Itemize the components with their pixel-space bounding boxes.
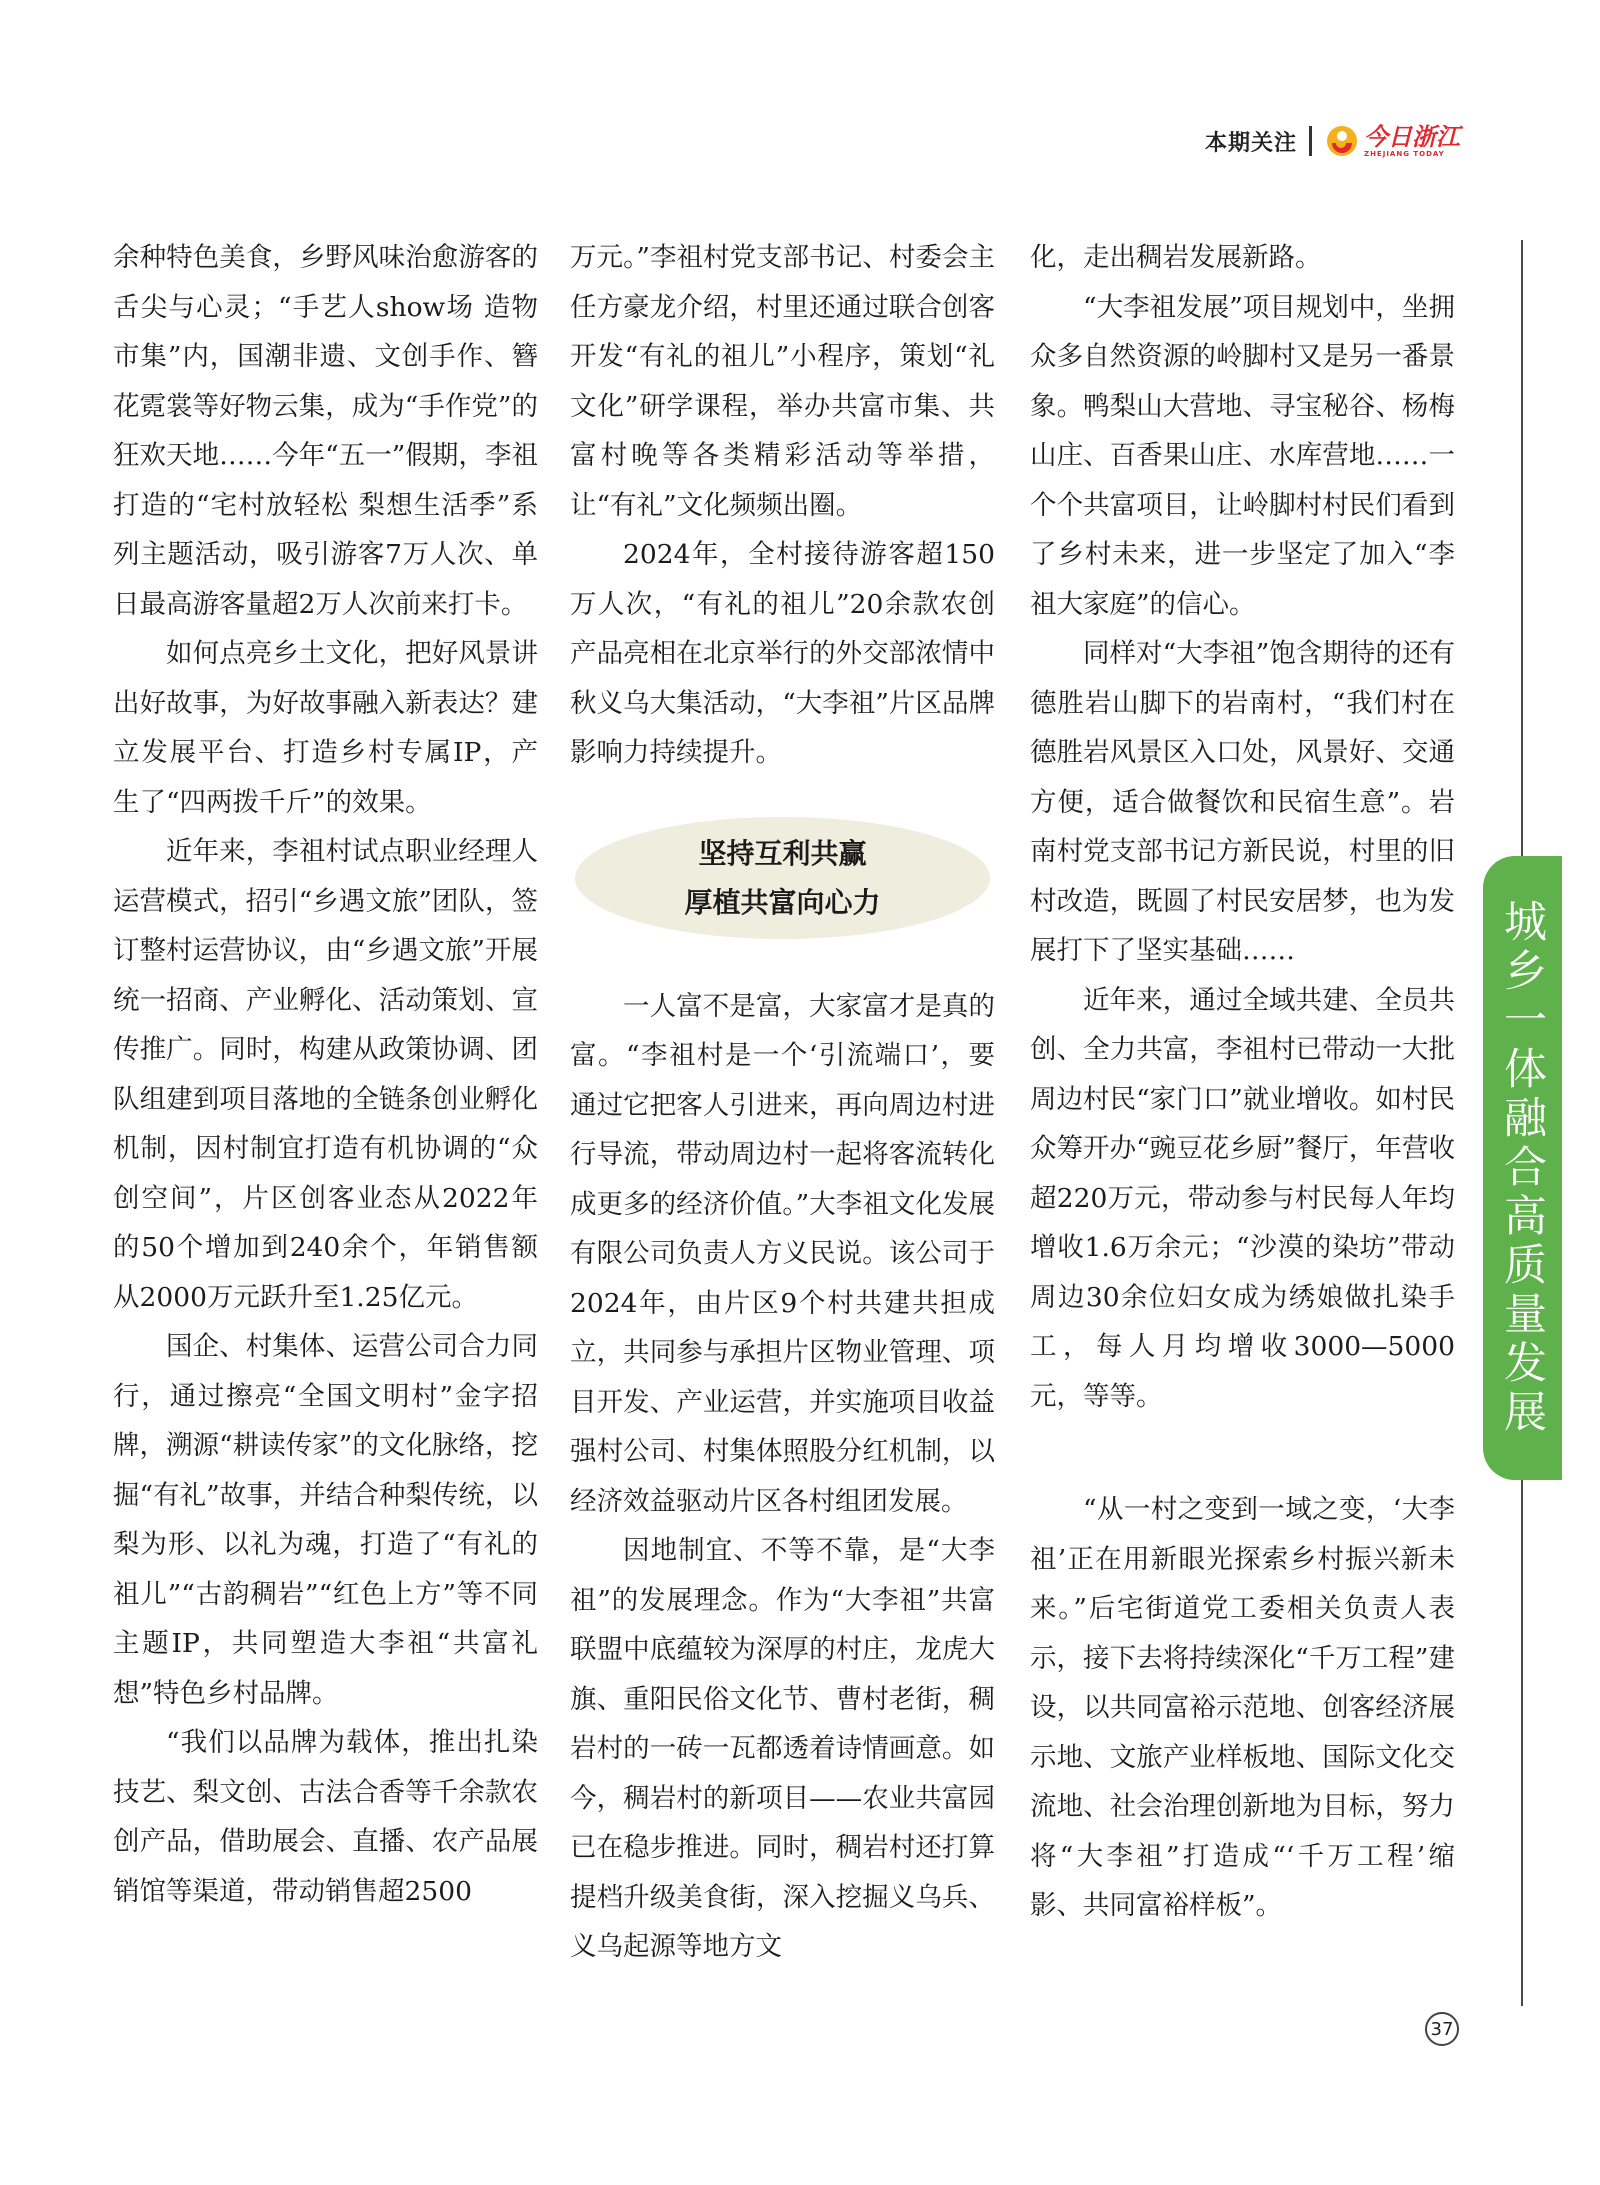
paragraph: 化，走出稠岩发展新路。 [1030,242,1322,273]
article-column-3 [1030,233,1455,1931]
logo-title: 今日浙江 [1364,121,1460,151]
paragraph: 近年来，通过全域共建、全员共创、全力共富，李祖村已带动一大批周边村民“家门口”就业增收。如村民众筹开办“豌豆花乡厨”餐厅，年营收超220万元，带动参与村民每人年均增收1.6万余元；“沙漠的染坊”带动周边30余位妇女成为绣娘做扎染手工，每人月均增收3000—5000元，等等。 [1030,984,1455,1412]
subheading-line-1: 坚持互利共赢 [698,836,867,870]
paragraph: 国企、村集体、运营公司合力同行，通过擦亮“全国文明村”金字招牌，溯源“耕读传家”的文化脉络，挖掘“有礼”故事，并结合种梨传统，以梨为形、以礼为魂，打造了“有礼的祖儿”“古韵稠岩”“红色上方”等不同主题IP，共同塑造大李祖“共富礼想”特色乡村品牌。 [113,1331,538,1709]
logo-subtitle: ZHEJIANG TODAY [1364,149,1445,158]
subheading-line-2: 厚植共富向心力 [684,885,881,919]
paragraph: 2024年，全村接待游客超150万人次，“有礼的祖儿”20余款农创产品亮相在北京举行的外交部浓情中秋义乌大集活动，“大李祖”片区品牌影响力持续提升。 [570,539,995,768]
side-tab-title: 城乡一体融合高质量发展 [1497,898,1547,1438]
side-section-tab [1483,856,1562,1480]
page-header [1205,118,1460,164]
section-subheading [575,817,990,939]
paragraph: 余种特色美食，乡野风味治愈游客的舌尖与心灵；“手艺人show场 造物市集”内，国潮非遗、文创手作、簪花霓裳等好物云集，成为“手作党”的狂欢天地……今年“五一”假期，李祖打造的“宅村放轻松 梨想生活季”系列主题活动，吸引游客7万人次、单日最高游客量超2万人次前来打卡。 [113,242,538,620]
paragraph: 同样对“大李祖”饱含期待的还有德胜岩山脚下的岩南村，“我们村在德胜岩风景区入口处，风景好、交通方便，适合做餐饮和民宿生意”。岩南村党支部书记方新民说，村里的旧村改造，既圆了村民安居梦，也为发展打下了坚实基础…… [1030,638,1455,966]
paragraph: 一人富不是富，大家富才是真的富。“李祖村是一个‘引流端口’，要通过它把客人引进来，再向周边村进行导流，带动周边村一起将客流转化成更多的经济价值。”大李祖文化发展有限公司负责人方义民说。该公司于2024年，由片区9个村共建共担成立，共同参与承担片区物业管理、项目开发、产业运营，并实施项目收益强村公司、村集体照股分红机制，以经济效益驱动片区各村组团发展。 [570,990,995,1517]
paragraph: “我们以品牌为载体，推出扎染技艺、梨文创、古法合香等千余款农创产品，借助展会、直播、农产品展销馆等渠道，带动销售超2500 [113,1727,538,1907]
paragraph: 因地制宜、不等不靠，是“大李祖”的发展理念。作为“大李祖”共富联盟中底蕴较为深厚的村庄，龙虎大旗、重阳民俗文化节、曹村老街，稠岩村的一砖一瓦都透着诗情画意。如今，稠岩村的新项目——农业共富园已在稳步推进。同时，稠岩村还打算提档升级美食街，深入挖掘义乌兵、义乌起源等地方文 [570,1535,995,1962]
paragraph: 万元。”李祖村党支部书记、村委会主任方豪龙介绍，村里还通过联合创客开发“有礼的祖儿”小程序，策划“礼文化”研学课程，举办共富市集、共富村晚等各类精彩活动等举措，让“有礼”文化频频出圈。 [570,242,995,521]
paragraph: 如何点亮乡土文化，把好风景讲出好故事，为好故事融入新表达？建立发展平台、打造乡村专属IP，产生了“四两拨千斤”的效果。 [113,638,538,818]
article-column-1 [113,233,538,1916]
paragraph: “大李祖发展”项目规划中，坐拥众多自然资源的岭脚村又是另一番景象。鸭梨山大营地、寻宝秘谷、杨梅山庄、百香果山庄、水库营地……一个个共富项目，让岭脚村村民们看到了乡村未来，进一步坚定了加入“李祖大家庭”的信心。 [1030,291,1455,620]
section-label: 本期关注 [1204,130,1297,156]
header-divider [1309,126,1312,156]
sun-logo-icon [1324,123,1360,159]
article-column-2 [570,233,995,1972]
paragraph: “从一村之变到一域之变，‘大李祖’正在用新眼光探索乡村振兴新未来。”后宅街道党工委相关负责人表示，接下去将持续深化“千万工程”建设，以共同富裕示范地、创客经济展示地、文旅产业样板地、国际文化交流地、社会治理创新地为目标，努力将“大李祖”打造成“‘千万工程’缩影、共同富裕样板”。 [1030,1494,1455,1921]
paragraph: 近年来，李祖村试点职业经理人运营模式，招引“乡遇文旅”团队，签订整村运营协议，由“乡遇文旅”开展统一招商、产业孵化、活动策划、宣传推广。同时，构建从政策协调、团队组建到项目落地的全链条创业孵化机制，因村制宜打造有机协调的“众创空间”，片区创客业态从2022年的50个增加到240余个，年销售额从2000万元跃升至1.25亿元。 [113,836,538,1313]
page-number: 37 [1425,2012,1459,2046]
publication-logo [1324,123,1460,159]
